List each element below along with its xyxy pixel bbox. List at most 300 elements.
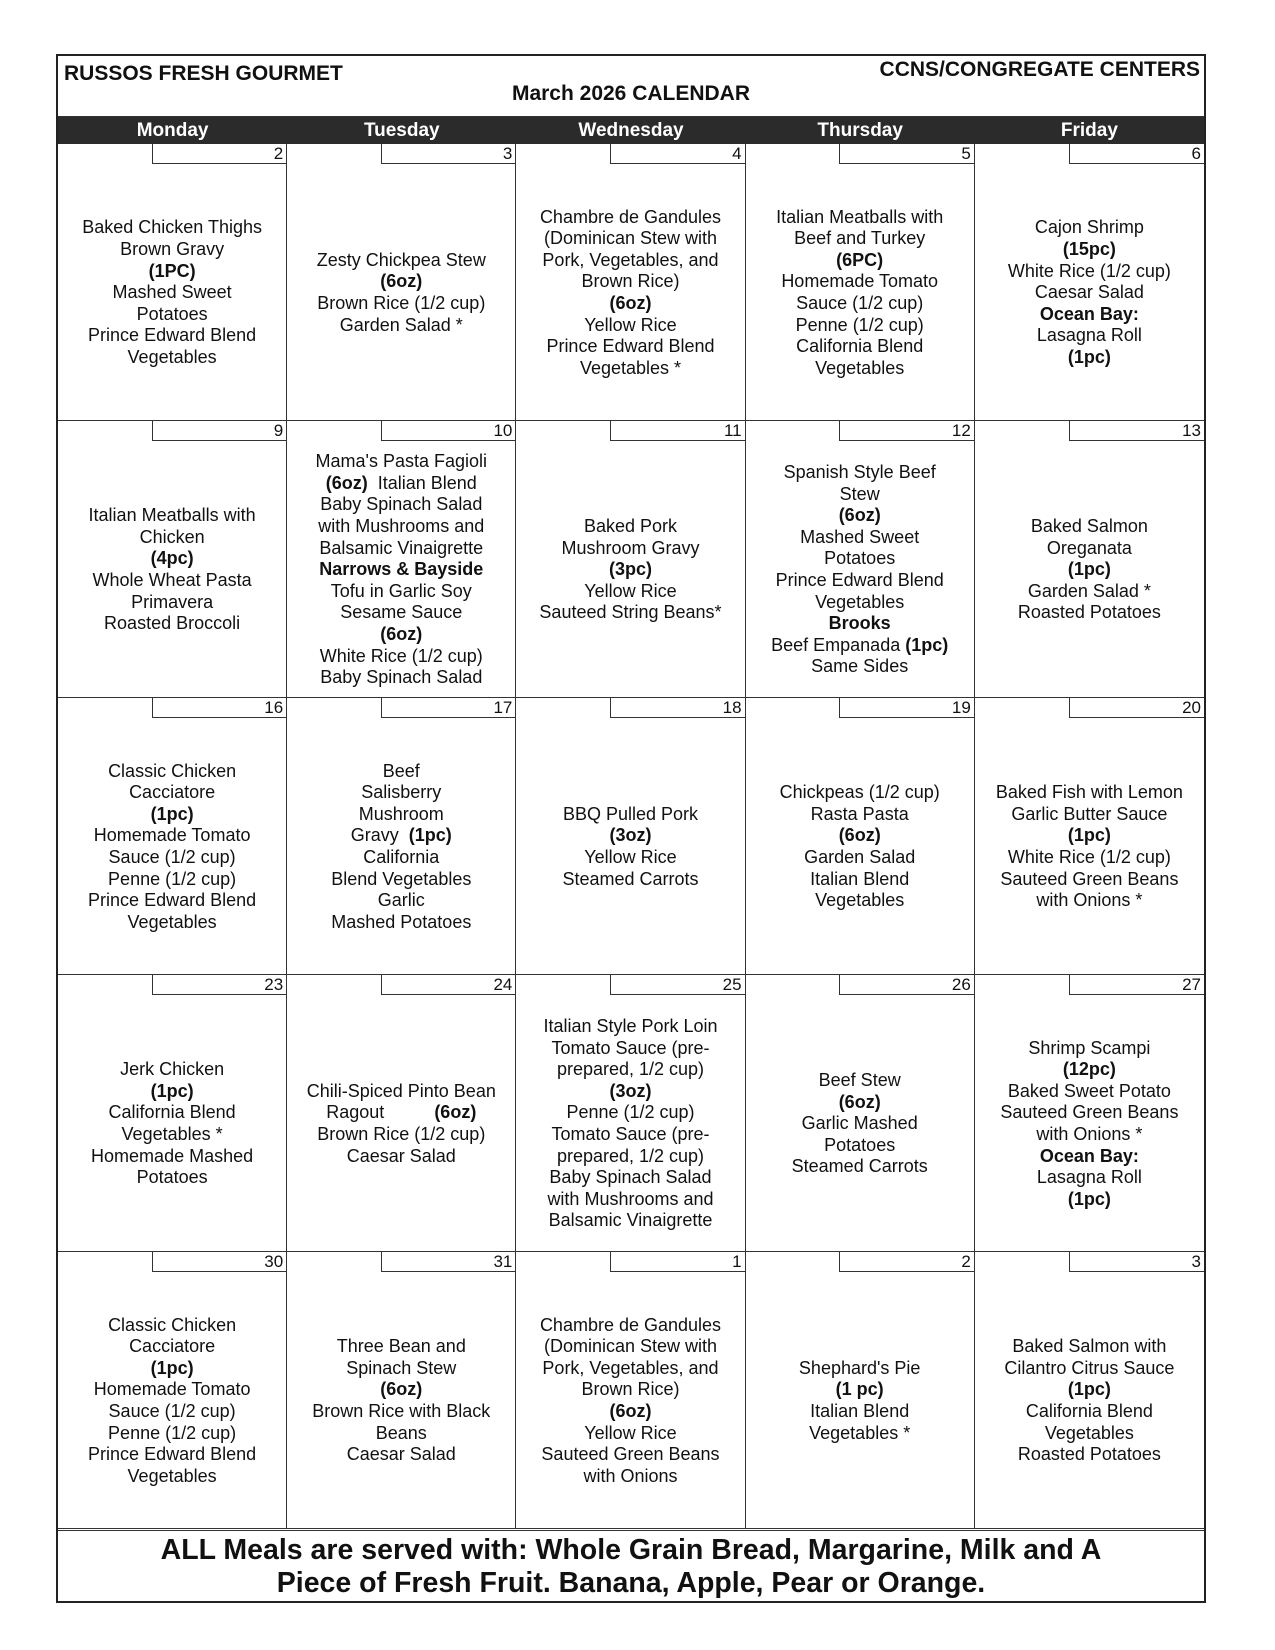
menu-line [780, 847, 940, 869]
menu-line [771, 462, 948, 484]
day-cell [746, 975, 975, 1252]
weekday-wednesday: Wednesday [578, 120, 684, 141]
menu-line [316, 473, 488, 495]
menu-line [316, 494, 488, 516]
menu-line-text: Three Bean and [336, 1336, 466, 1357]
menu-line [776, 358, 943, 380]
menu-line-text: Chili-Spiced Pinto Bean [306, 1080, 496, 1101]
menu-line-text: Baked Salmon with [1012, 1336, 1167, 1357]
date-number: 24 [381, 975, 516, 995]
menu-line-text: Caesar Salad [346, 1145, 456, 1166]
menu-line [543, 1124, 717, 1146]
date-number: 10 [381, 421, 516, 441]
date-number: 27 [1069, 975, 1204, 995]
menu-line [82, 217, 262, 239]
menu-line-text: Narrows & Bayside [319, 559, 484, 580]
menu-line-text: Garlic [377, 890, 425, 911]
menu-line [776, 250, 943, 272]
menu-line-text: Vegetables * [809, 1422, 911, 1443]
weekday-friday: Friday [1060, 120, 1118, 141]
menu-line-text: with Mushrooms and [547, 1188, 714, 1209]
menu-line-text: Italian Blend [810, 1401, 910, 1421]
date-number: 19 [839, 698, 974, 718]
menu-line-text: Baby Spinach Salad [320, 667, 483, 688]
menu-line-text: Italian Meatballs with [88, 505, 256, 526]
menu-line-text: (Dominican Stew with [543, 228, 718, 249]
menu-line-text: Beef and Turkey [794, 228, 926, 249]
menu-line [540, 1401, 721, 1423]
menu-line-text: Chickpeas (1/2 cup) [779, 782, 940, 803]
menu-line-text: Vegetables [127, 346, 217, 367]
menu-items [312, 1336, 490, 1466]
menu-line-text: (6oz) [838, 825, 881, 846]
menu-items [1018, 516, 1161, 624]
menu-line [89, 505, 256, 527]
menu-line [91, 1102, 253, 1124]
menu-line [88, 1336, 256, 1358]
menu-line-text: Beef Empanada [771, 634, 906, 655]
menu-line-text: Baked Salmon [1030, 516, 1148, 537]
menu-line [771, 635, 948, 657]
menu-line-text: Beef [382, 760, 420, 781]
menu-line-text: California Blend [796, 336, 924, 357]
day-cell [58, 144, 287, 421]
menu-line [799, 1401, 921, 1423]
date-number: 2 [152, 144, 287, 164]
menu-line-text: Mashed Sweet [800, 526, 920, 547]
day-cell [975, 1252, 1204, 1529]
menu-line [792, 1070, 928, 1092]
menu-line-text: Sauce (1/2 cup) [796, 293, 924, 313]
menu-line-text: Cilantro Citrus Sauce [1004, 1357, 1175, 1378]
menu-line-text: Tofu in Garlic Soy [330, 580, 472, 601]
menu-line-text: Classic Chicken [108, 760, 237, 781]
menu-line [996, 847, 1183, 869]
menu-line [88, 804, 256, 826]
menu-line [540, 228, 721, 250]
menu-line [539, 538, 721, 560]
menu-line-text: Prince Edward Blend [88, 890, 257, 911]
menu-line-text: Caesar Salad [1034, 282, 1144, 303]
menu-line-text: Spanish Style Beef [783, 462, 936, 483]
menu-line-text: (1pc) [150, 1357, 194, 1378]
menu-line-text: Cacciatore [129, 1336, 216, 1357]
menu-line-text: Yellow Rice [584, 314, 677, 335]
date-number: 16 [152, 698, 287, 718]
menu-line [1000, 1167, 1178, 1189]
menu-line-text: (6oz) [609, 293, 652, 313]
menu-line [1018, 602, 1161, 624]
menu-line-text: (4pc) [150, 548, 194, 569]
menu-line [543, 1102, 717, 1124]
menu-line [89, 548, 256, 570]
menu-line [88, 1315, 256, 1337]
day-cell [287, 698, 516, 975]
menu-line [88, 1444, 256, 1466]
date-number: 2 [839, 1252, 974, 1272]
date-number: 5 [839, 144, 974, 164]
day-cell [746, 144, 975, 421]
menu-line [540, 336, 721, 358]
menu-line [91, 1146, 253, 1168]
menu-line-text: White Rice (1/2 cup) [319, 645, 483, 666]
menu-line-text: Steamed Carrots [791, 1156, 928, 1177]
menu-line [776, 271, 943, 293]
menu-line-text: Blend Vegetables [331, 868, 472, 889]
menu-line [780, 825, 940, 847]
menu-line [540, 1358, 721, 1380]
menu-line-text: Garden Salad * [1027, 580, 1151, 601]
menu-line-text: (1pc) [1067, 825, 1111, 846]
menu-line-text: Vegetables [127, 1465, 217, 1486]
menu-line-text: Brown Rice) [581, 271, 680, 292]
menu-line [82, 347, 262, 369]
menu-line-text: (6oz) [380, 271, 423, 292]
menu-line-text: (6oz) [838, 1091, 881, 1112]
menu-line-text: Italian Meatballs with [776, 206, 944, 227]
menu-line-text: Zesty Chickpea Stew [316, 249, 486, 270]
menu-line [312, 1336, 490, 1358]
date-number: 11 [610, 421, 745, 441]
menu-line-text: Homemade Tomato [93, 825, 251, 846]
menu-line-text: Balsamic Vinaigrette [548, 1210, 713, 1231]
menu-line [1008, 217, 1171, 239]
menu-line [331, 825, 471, 847]
weekday-monday: Monday [136, 120, 209, 141]
menu-line-text: (6PC) [836, 249, 884, 270]
menu-line [996, 869, 1183, 891]
menu-line [88, 782, 256, 804]
menu-line [1000, 1146, 1178, 1168]
menu-line [1008, 239, 1171, 261]
menu-line-text: Shephard's Pie [798, 1357, 921, 1378]
menu-line-text: Mashed Potatoes [331, 911, 472, 932]
menu-line [771, 548, 948, 570]
menu-line [91, 1059, 253, 1081]
menu-line-text: (15pc) [1062, 239, 1116, 260]
menu-line-text: Baked Fish with Lemon [995, 782, 1183, 803]
menu-line [316, 624, 488, 646]
menu-line-text: Brooks [828, 613, 891, 634]
menu-line-portion: (6oz) [434, 1102, 477, 1123]
calendar-title: March 2026 CALENDAR [511, 82, 751, 105]
menu-line-text: Ragout [326, 1102, 435, 1123]
menu-line-text: California [363, 847, 440, 867]
menu-line-text: Classic Chicken [108, 1314, 237, 1335]
menu-line-text: Baby Spinach Salad [320, 494, 483, 515]
menu-line [540, 315, 721, 337]
menu-line [771, 570, 948, 592]
menu-line-text: Mushroom Gravy [561, 537, 700, 558]
menu-line-text: (1pc) [1067, 346, 1111, 367]
menu-line [82, 325, 262, 347]
menu-line-text: Whole Wheat Pasta [92, 570, 252, 590]
menu-line-text: Caesar Salad [346, 1444, 456, 1465]
day-cell [975, 421, 1204, 698]
day-cell [516, 975, 745, 1252]
menu-items [331, 761, 471, 934]
menu-line [776, 315, 943, 337]
menu-line [543, 1189, 717, 1211]
menu-items [1004, 1336, 1174, 1466]
menu-line [996, 890, 1183, 912]
menu-line [88, 890, 256, 912]
menu-items [996, 782, 1183, 912]
menu-line [331, 782, 471, 804]
menu-line [1004, 1379, 1174, 1401]
menu-items [540, 207, 721, 380]
menu-line-text: Prince Edward Blend [775, 570, 944, 590]
menu-line [1000, 1081, 1178, 1103]
menu-line [88, 912, 256, 934]
menu-items [562, 804, 698, 890]
day-cell [516, 421, 745, 698]
menu-line [1004, 1336, 1174, 1358]
menu-line-text: Pork, Vegetables, and [542, 1357, 719, 1378]
menu-line [1008, 347, 1171, 369]
menu-line [780, 804, 940, 826]
menu-line [771, 656, 948, 678]
menu-line [331, 804, 471, 826]
menu-items [88, 761, 256, 934]
menu-line-text: Lasagna Roll [1036, 325, 1142, 346]
date-number: 3 [1069, 1252, 1204, 1272]
menu-line-text: Vegetables [1044, 1422, 1134, 1443]
menu-line-text: Vegetables [815, 591, 905, 612]
menu-items [1008, 217, 1171, 368]
menu-line [799, 1423, 921, 1445]
menu-line [1000, 1189, 1178, 1211]
menu-line [89, 592, 256, 614]
menu-line-text: (1pc) [150, 1080, 194, 1101]
menu-line [539, 559, 721, 581]
menu-line [540, 250, 721, 272]
menu-line [307, 1081, 496, 1103]
menu-line-text: (1PC) [148, 260, 196, 281]
date-number: 4 [610, 144, 745, 164]
menu-line-text: Chicken [139, 526, 205, 547]
menu-line [312, 1358, 490, 1380]
menu-line-text: Chambre de Gandules [539, 206, 722, 227]
menu-line [1008, 325, 1171, 347]
menu-line [317, 315, 486, 337]
menu-line [543, 1210, 717, 1232]
menu-line-text: Lasagna Roll [1036, 1167, 1142, 1188]
menu-line-text: (12pc) [1062, 1059, 1116, 1080]
menu-line-text: Tomato Sauce (pre- [551, 1037, 710, 1058]
menu-line-text: (Dominican Stew with [543, 1336, 718, 1357]
menu-line [540, 271, 721, 293]
menu-line-text: Steamed Carrots [562, 868, 699, 889]
menu-line-text: Beans [375, 1422, 427, 1443]
menu-line-text: Baby Spinach Salad [549, 1167, 712, 1188]
menu-line-text: Homemade Tomato [781, 271, 939, 292]
menu-line [331, 912, 471, 934]
menu-line [540, 1379, 721, 1401]
menu-line [317, 250, 486, 272]
menu-line-text: (6oz) [325, 472, 368, 493]
menu-line-text: Potatoes [136, 1167, 208, 1188]
menu-line-text: Baked Chicken Thighs [82, 217, 262, 238]
date-number: 6 [1069, 144, 1204, 164]
menu-line [543, 1167, 717, 1189]
menu-line-text: Homemade Mashed [91, 1145, 254, 1166]
menu-line [539, 602, 721, 624]
menu-line [89, 527, 256, 549]
menu-line [771, 484, 948, 506]
date-number: 26 [839, 975, 974, 995]
menu-line [780, 782, 940, 804]
footnote-line-1: ALL Meals are served with: Whole Grain Bread, Margarine, Milk and A [160, 1534, 1102, 1566]
menu-line-text: Mama's Pasta Fagioli [315, 451, 488, 472]
menu-line-text: (6oz) [380, 1379, 423, 1400]
menu-line-text: Garlic Mashed [801, 1113, 918, 1134]
menu-line-text: Penne (1/2 cup) [108, 868, 237, 889]
day-cell [746, 698, 975, 975]
menu-line [82, 261, 262, 283]
menu-line [316, 516, 488, 538]
day-cell [287, 1252, 516, 1529]
menu-line [316, 559, 488, 581]
menu-line-text: Cacciatore [129, 782, 216, 803]
menu-items [1000, 1038, 1178, 1211]
menu-line [562, 847, 698, 869]
menu-line-text: Ocean Bay: [1039, 303, 1139, 324]
menu-line [331, 869, 471, 891]
menu-line [312, 1423, 490, 1445]
menu-line [540, 293, 721, 315]
day-cell [287, 975, 516, 1252]
menu-line [82, 304, 262, 326]
menu-line [539, 516, 721, 538]
menu-line [771, 613, 948, 635]
meal-footnote [58, 1530, 1204, 1601]
menu-line [799, 1358, 921, 1380]
day-cell [287, 144, 516, 421]
menu-line [543, 1081, 717, 1103]
day-cell [58, 975, 287, 1252]
menu-line [312, 1401, 490, 1423]
menu-items [82, 217, 262, 368]
menu-line-text: Vegetables * [579, 357, 682, 378]
menu-line [316, 581, 488, 603]
menu-line-text: (6oz) [838, 505, 881, 526]
menu-line [1000, 1124, 1178, 1146]
menu-line-text: Potatoes [824, 548, 896, 569]
menu-line [88, 1358, 256, 1380]
day-cell [975, 144, 1204, 421]
menu-line-text: (3pc) [608, 559, 652, 580]
menu-line-text: Potatoes [824, 1134, 896, 1155]
menu-line-text: Shrimp Scampi [1028, 1037, 1151, 1058]
menu-line [771, 527, 948, 549]
menu-line-text: Prince Edward Blend [546, 336, 715, 357]
menu-line-text: Sauce (1/2 cup) [108, 847, 236, 867]
menu-line-text: Same Sides [811, 656, 909, 677]
date-number: 3 [381, 144, 516, 164]
menu-line-text: Jerk Chicken [120, 1059, 225, 1080]
menu-line-text: Vegetables * [121, 1124, 223, 1144]
menu-line-text: (3oz) [609, 1080, 652, 1101]
calendar-sheet [56, 54, 1206, 1603]
menu-line [307, 1124, 496, 1146]
menu-line [88, 1401, 256, 1423]
menu-items [771, 462, 948, 678]
menu-line [1008, 282, 1171, 304]
menu-line [540, 207, 721, 229]
vendor-name: RUSSOS FRESH GOURMET [64, 62, 343, 85]
menu-line-text: White Rice (1/2 cup) [1007, 847, 1171, 867]
program-name: CCNS/CONGREGATE CENTERS [879, 58, 1200, 81]
menu-line-text: Sesame Sauce [340, 602, 463, 623]
menu-line-text: Italian Style Pork Loin [543, 1016, 718, 1037]
day-cell [516, 144, 745, 421]
menu-line-text: Brown Rice) [581, 1379, 680, 1400]
menu-line-text: (1pc) [1067, 1188, 1111, 1209]
menu-line-text: Chambre de Gandules [539, 1314, 722, 1335]
menu-line-text: Yellow Rice [584, 580, 677, 601]
weekday-tuesday: Tuesday [363, 120, 440, 141]
day-cell [58, 698, 287, 975]
menu-line-text: Sauce (1/2 cup) [108, 1401, 236, 1421]
menu-line [88, 1379, 256, 1401]
weekday-thursday: Thursday [817, 120, 903, 141]
menu-line-text: Brown Rice with Black [312, 1401, 491, 1421]
menu-line-text: Penne (1/2 cup) [566, 1102, 695, 1123]
menu-line-text: Pork, Vegetables, and [542, 249, 719, 270]
menu-line-text: Tomato Sauce (pre- [551, 1124, 710, 1144]
menu-line [317, 271, 486, 293]
menu-line [792, 1092, 928, 1114]
menu-line [539, 581, 721, 603]
menu-line-text: Oreganata [1046, 537, 1132, 558]
menu-line [331, 847, 471, 869]
menu-line-text: with Mushrooms and [318, 516, 485, 537]
menu-line [1000, 1059, 1178, 1081]
menu-line-text: BBQ Pulled Pork [562, 803, 699, 824]
menu-items [792, 1070, 928, 1178]
menu-line [799, 1379, 921, 1401]
day-cell [975, 975, 1204, 1252]
menu-line-text: Yellow Rice [584, 847, 677, 867]
menu-line-text: Potatoes [136, 303, 208, 324]
menu-line [88, 1466, 256, 1488]
menu-line [88, 825, 256, 847]
menu-line [331, 890, 471, 912]
menu-line-text: Roasted Broccoli [104, 613, 241, 634]
menu-items [317, 250, 486, 336]
menu-line [771, 505, 948, 527]
menu-line [316, 538, 488, 560]
menu-line [1008, 261, 1171, 283]
menu-line [307, 1146, 496, 1168]
menu-line [776, 336, 943, 358]
menu-line-text: California Blend [1025, 1401, 1153, 1421]
menu-line [88, 761, 256, 783]
day-cell [516, 698, 745, 975]
menu-line [91, 1167, 253, 1189]
menu-line-text: Homemade Tomato [93, 1379, 251, 1400]
date-number: 31 [381, 1252, 516, 1272]
menu-line [82, 239, 262, 261]
menu-line [1018, 559, 1161, 581]
menu-items [543, 1016, 717, 1232]
menu-line-text: Penne (1/2 cup) [795, 314, 924, 335]
menu-line-text: Salisberry [361, 782, 442, 803]
menu-line [316, 602, 488, 624]
menu-line-text: Garden Salad [804, 847, 916, 867]
menu-line [543, 1059, 717, 1081]
